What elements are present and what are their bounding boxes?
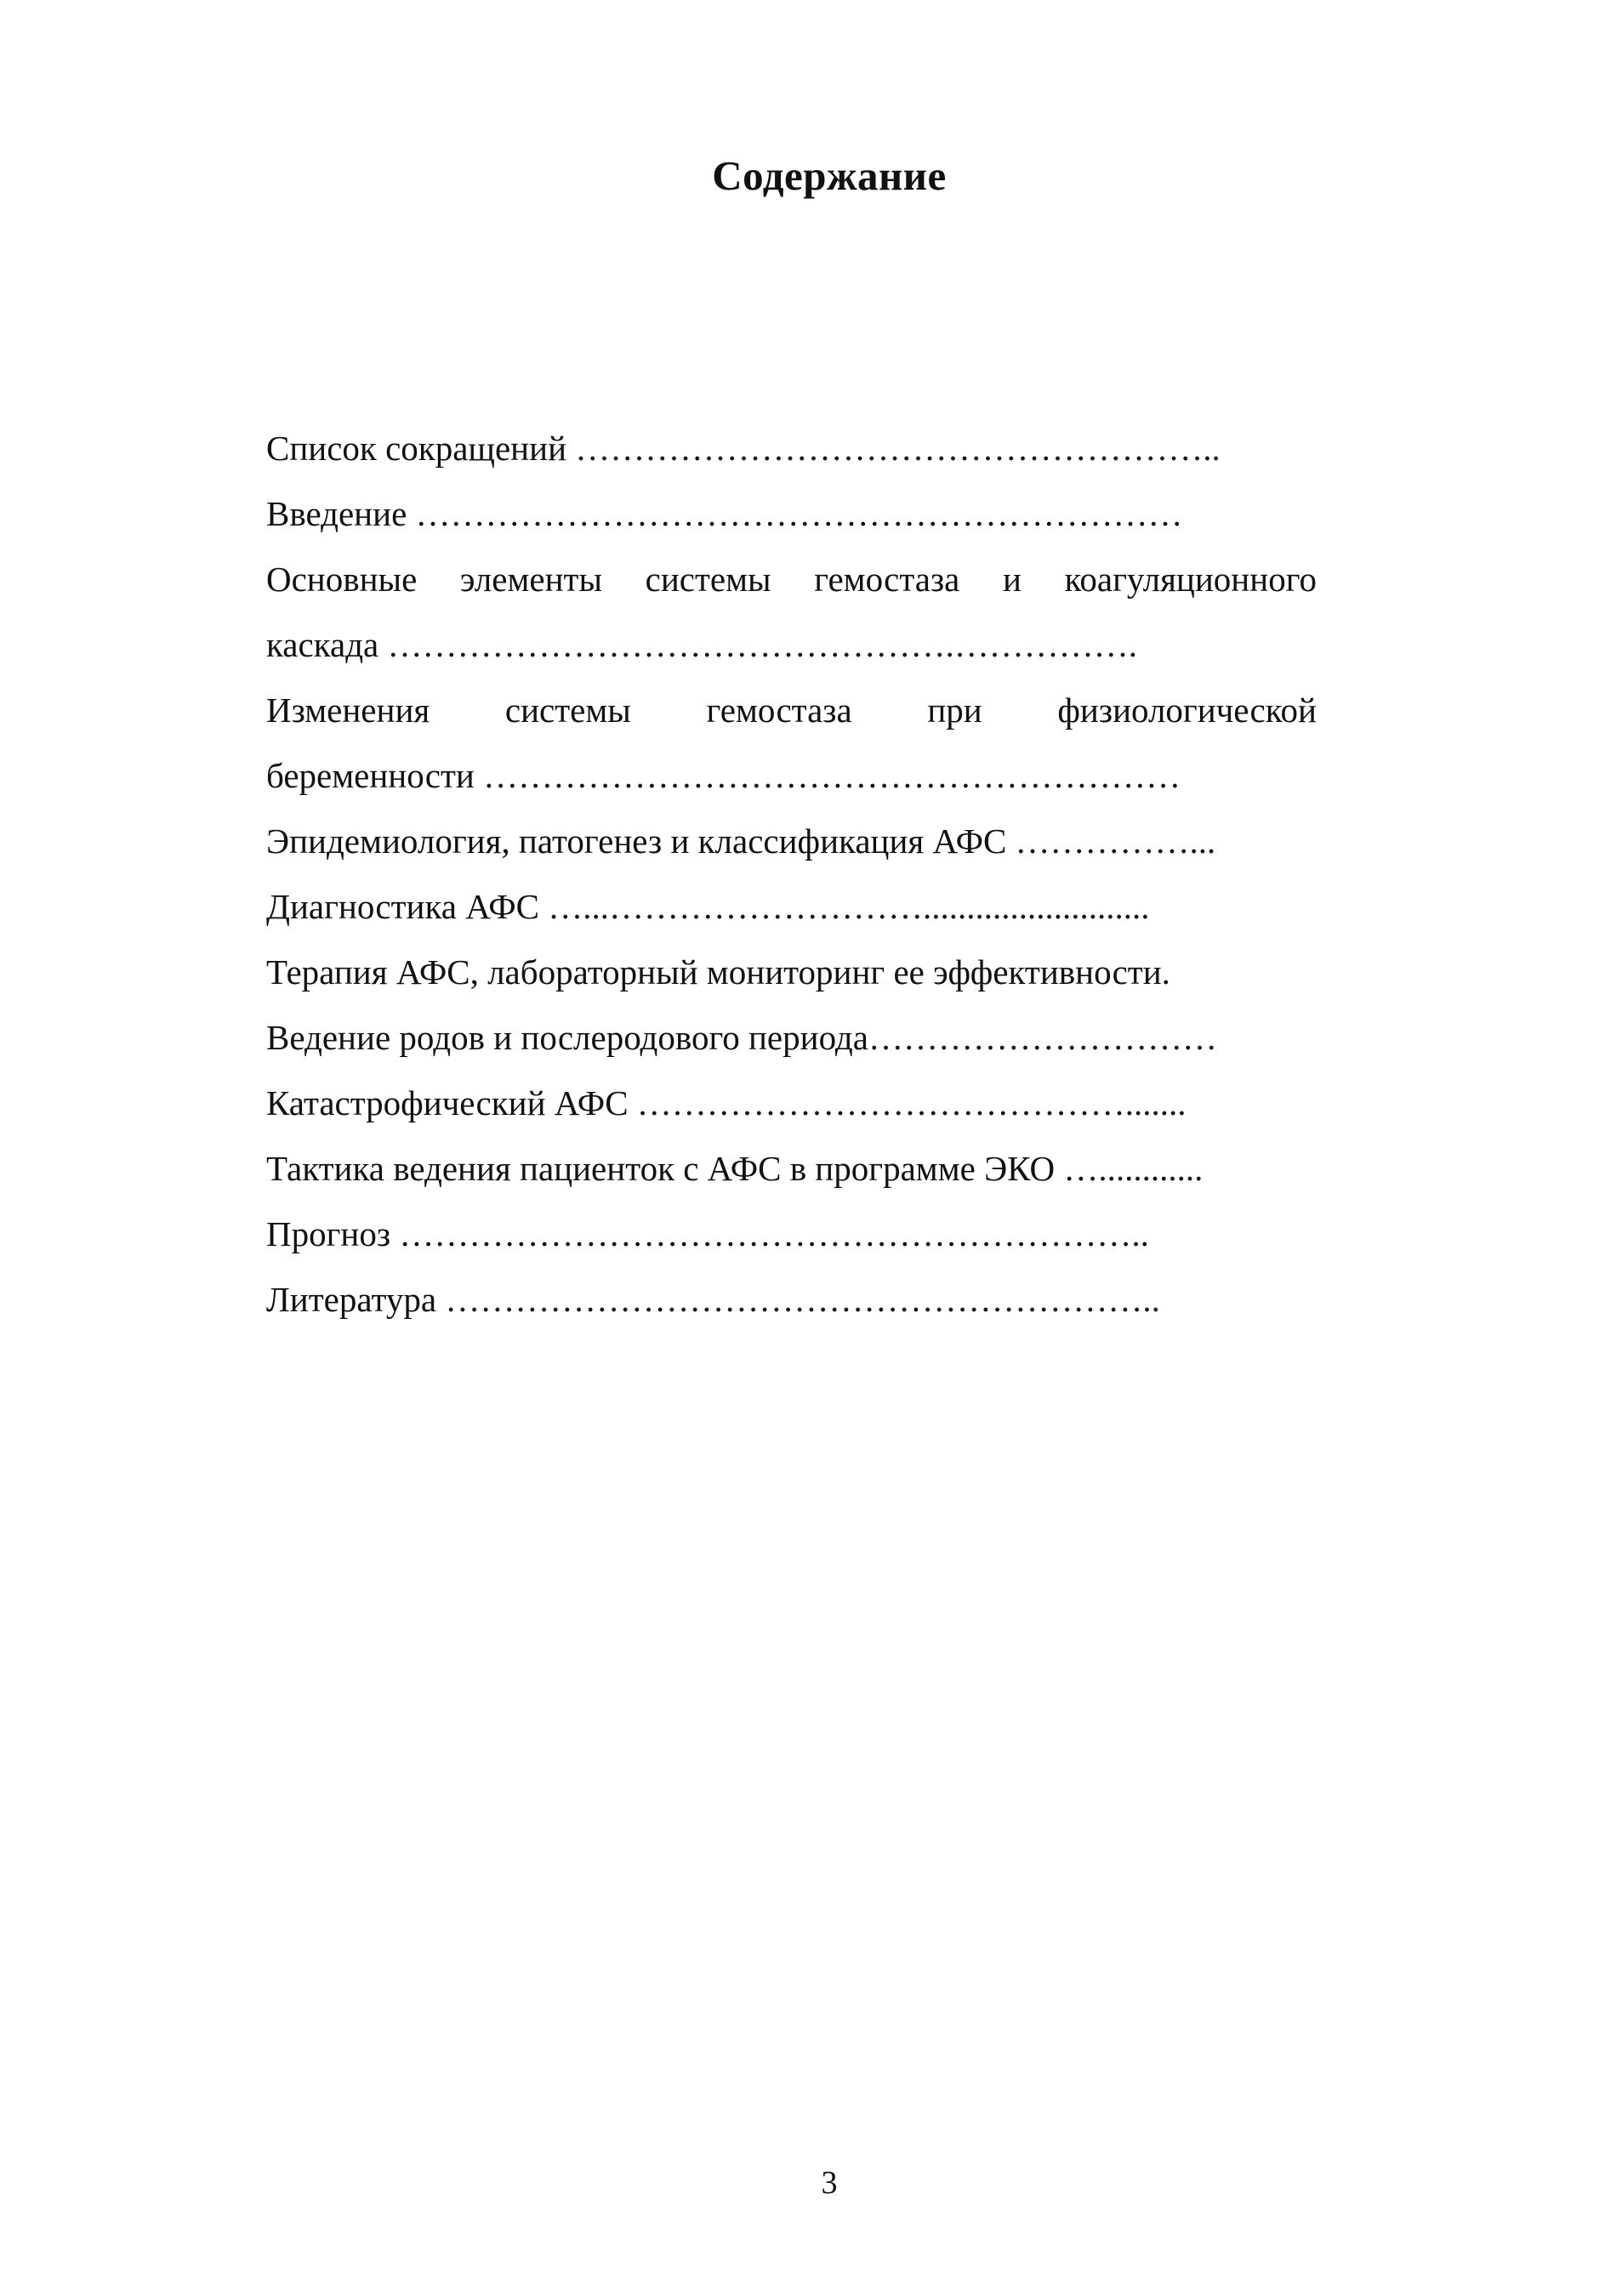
toc-entry-text: Прогноз ………………………………………………………..	[266, 1214, 1149, 1253]
toc-entry-text: беременности ……………………………………………………	[266, 756, 1181, 795]
toc-entry-text: Ведение родов и послеродового периода…………………………	[266, 1018, 1217, 1057]
toc-entry-text: Введение …………………………………………………………	[266, 494, 1183, 533]
toc-entry-text: Диагностика АФС …...………………………..........................	[266, 887, 1150, 926]
toc-entry-text: Литература ……………………………………………………..	[266, 1280, 1160, 1319]
toc-entry-text: Изменения системы гемостаза при физиологической	[266, 691, 1317, 730]
toc-entry-text: Катастрофический АФС …………………………………….......	[266, 1083, 1187, 1122]
page-title: Содержание	[712, 152, 947, 199]
toc-entry-text: Терапия АФС, лабораторный мониторинг ее эффективности.	[266, 952, 1170, 992]
toc-entry-text: каскада ………………………………………….…………….	[266, 625, 1137, 664]
toc-entry-text: Список сокращений ………………………………………………..	[266, 429, 1221, 468]
toc-entry-text: Эпидемиология, патогенез и классификация АФС ……………...	[266, 821, 1216, 861]
page-number: 3	[821, 2165, 838, 2201]
toc-entry-text: Тактика ведения пациенток с АФС в программе ЭКО …............	[266, 1149, 1204, 1188]
toc-entry-text: Основные элементы системы гемостаза и коагуляционного	[266, 560, 1317, 599]
